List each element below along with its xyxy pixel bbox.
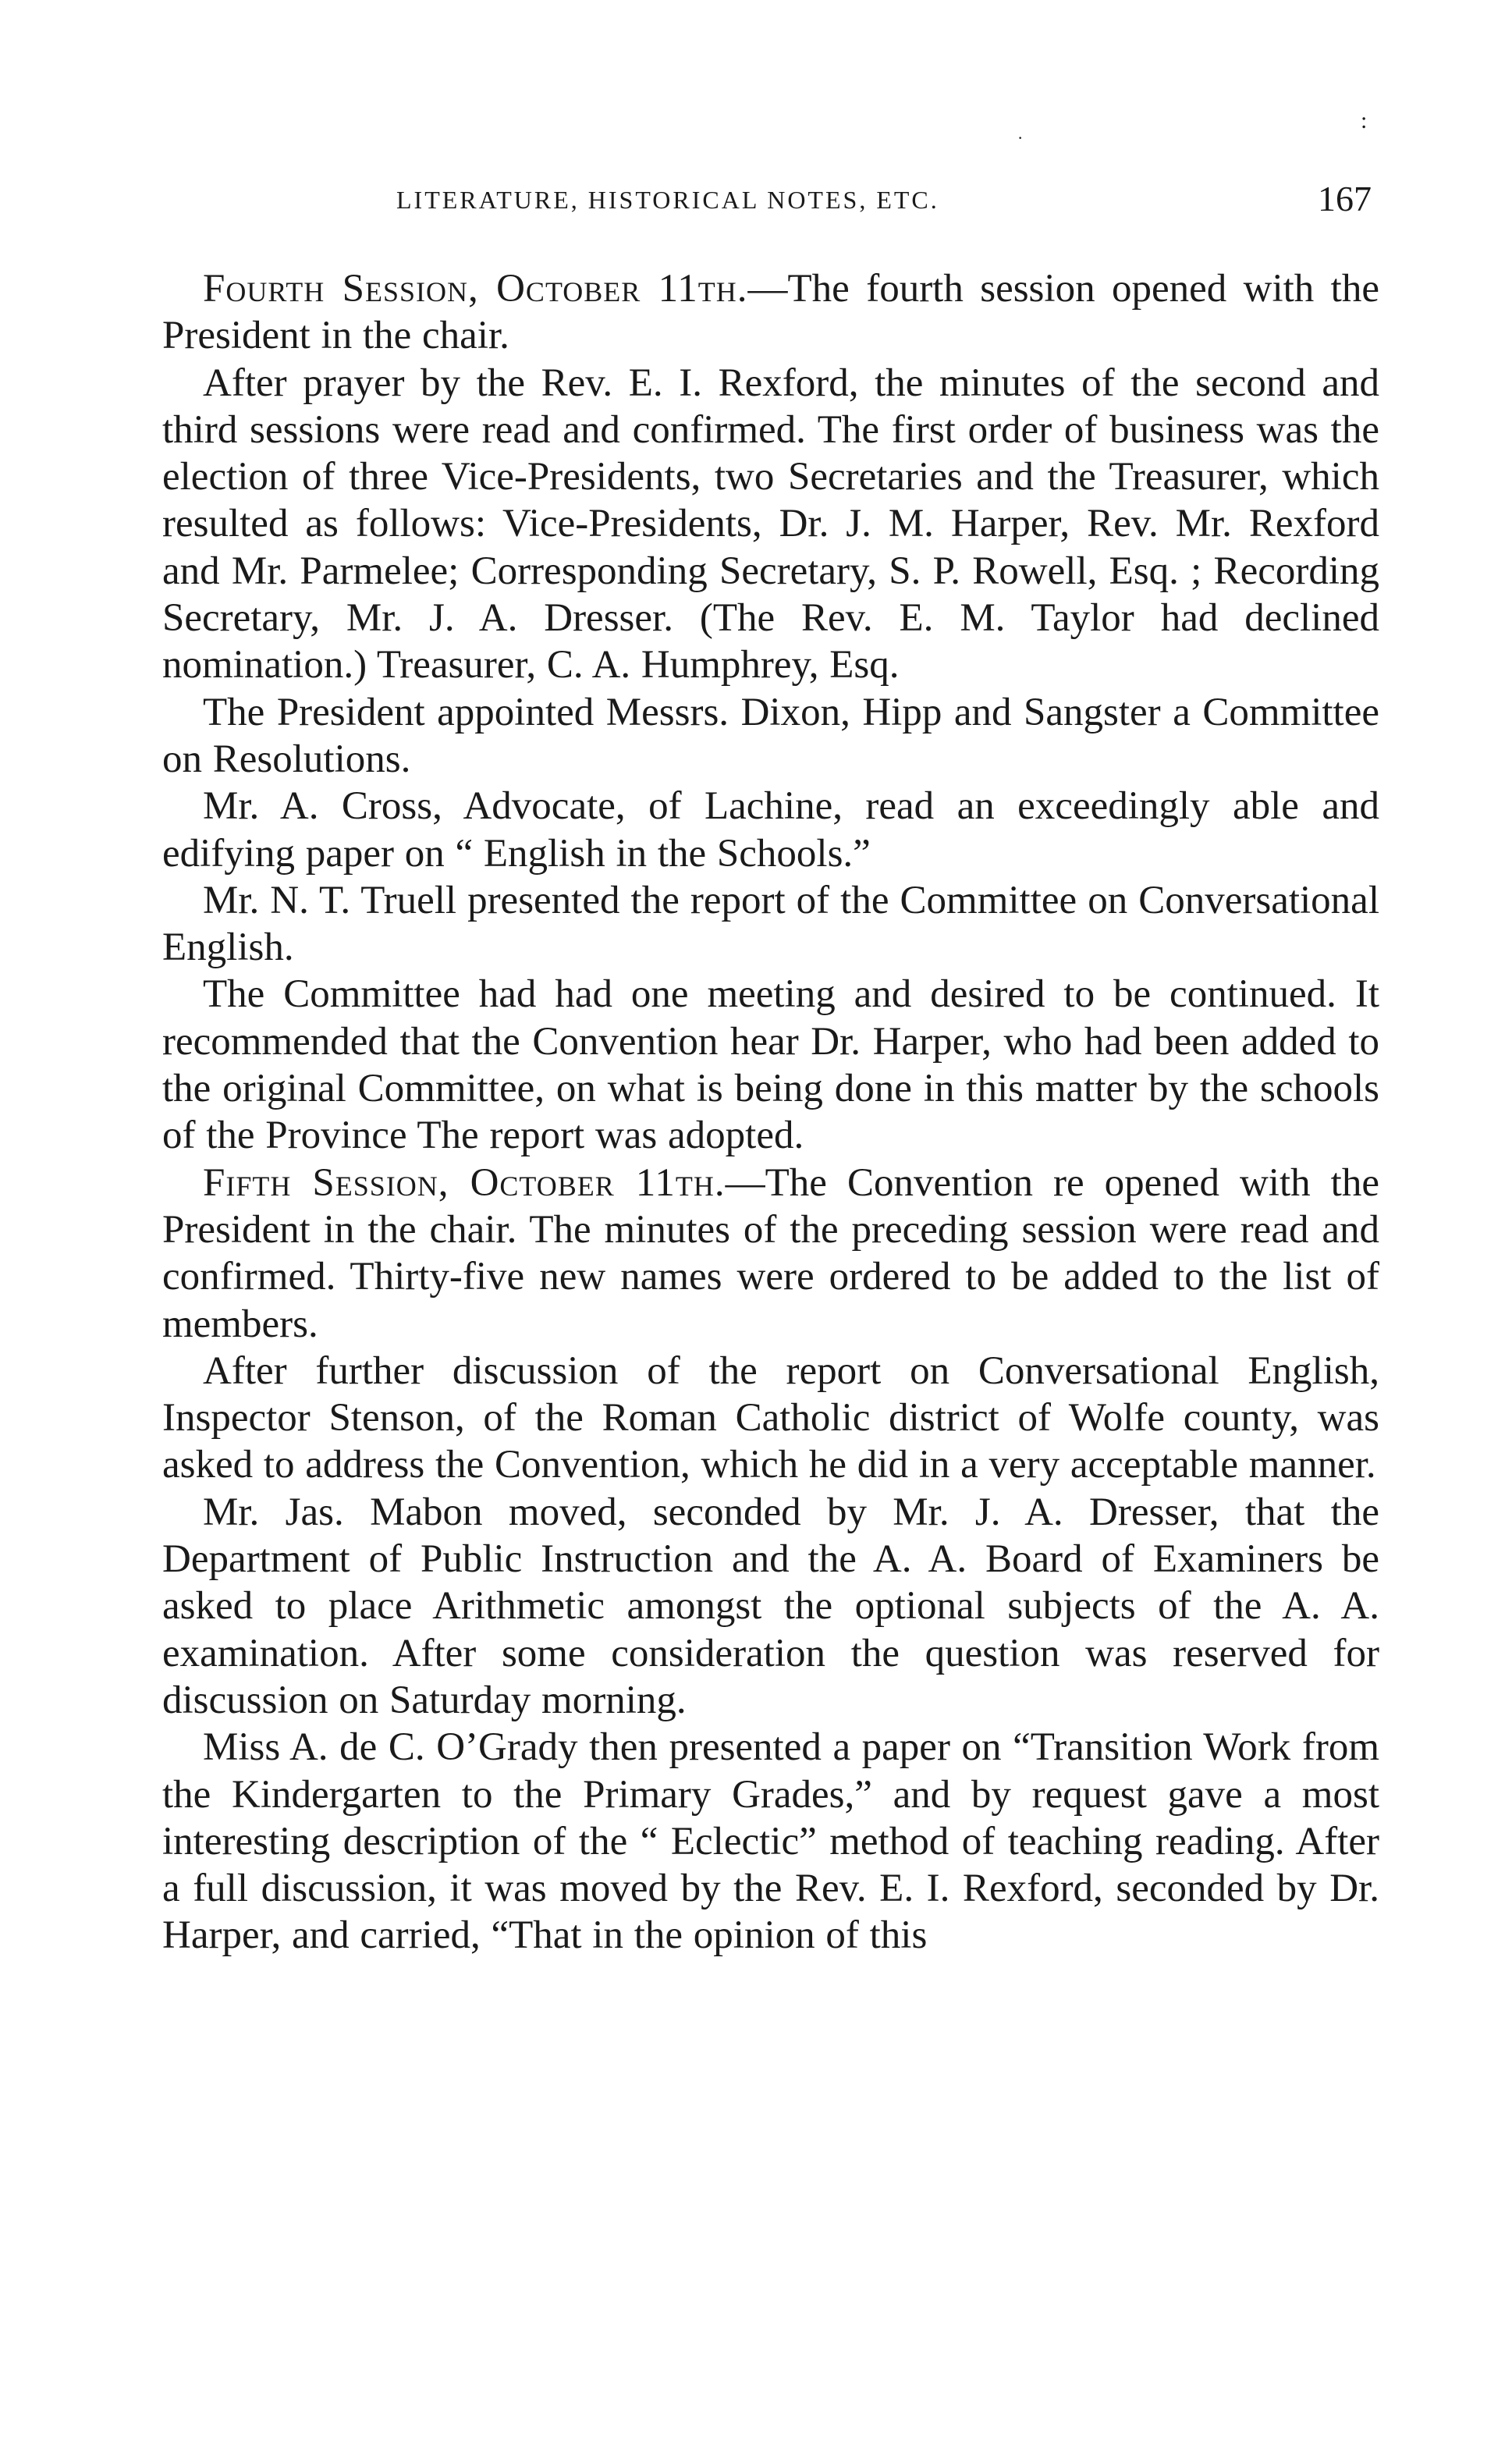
- page-number: 167: [1318, 179, 1372, 218]
- paragraph: [162, 1489, 1379, 1724]
- paragraph: [162, 1724, 1379, 1959]
- session-heading: Fifth Session, October 11th.: [203, 1160, 726, 1205]
- paragraph-text: The Committee had had one meeting and desired to be continued. It recommended that the Convention hear Dr. Harper, who had been added to the original Committee, on what is being done in this matter by the schools of the Province The report was adopted.: [162, 972, 1379, 1158]
- running-head: LITERATURE, HISTORICAL NOTES, ETC.: [396, 186, 939, 214]
- paragraph-text: Miss A. de C. O’Grady then presented a paper on “Transition Work from the Kindergarten to the Primary Grades,” and by request gave a most interesting description of the “ Eclectic” method of teaching reading. After a full discussion, it was moved by the Rev. E. I. Rexford, seconded by Dr. Harper, and carried, “That in the opinion of this: [162, 1725, 1379, 1958]
- paragraph-text: —The fourth session opened with the President in the chair.: [162, 267, 1379, 358]
- paragraph-text: Mr. Jas. Mabon moved, seconded by Mr. J. A. Dresser, that the Department of Public Instruction and the A. A. Board of Examiners be asked to place Arithmetic amongst the optional subjects of the A. A. examination. After some consideration the question was reserved for discussion on Saturday morning.: [162, 1490, 1379, 1722]
- session-heading: Fourth Session, October 11th.: [203, 267, 748, 311]
- paragraph: [162, 360, 1379, 689]
- paragraph: [162, 1160, 1379, 1348]
- corner-mark: :: [1361, 108, 1368, 133]
- paragraph: [162, 689, 1379, 783]
- paragraph: [162, 783, 1379, 877]
- paragraph-text: —The Convention re opened with the President in the chair. The minutes of the preceding session were read and confirmed. Thirty-five new names were ordered to be added to the list of members.: [162, 1160, 1379, 1346]
- paragraph: [162, 877, 1379, 972]
- paragraph-text: The President appointed Messrs. Dixon, Hipp and Sangster a Committee on Resolutions.: [162, 690, 1379, 781]
- page-header: [162, 178, 1379, 225]
- paragraph-text: After prayer by the Rev. E. I. Rexford, the minutes of the second and third sessions were read and confirmed. The first order of business was the election of three Vice-Presidents, two Secretaries and the Treasurer, which resulted as follows: Vice-Presidents, Dr. J. M. Harper, Rev. Mr. Rexford and Mr. Parmelee; Corresponding Secretary, S. P. Rowell, Esq. ; Recording Secretary, Mr. J. A. Dresser. (The Rev. E. M. Taylor had declined nomination.) Treasurer, C. A. Humphrey, Esq.: [162, 361, 1379, 687]
- paragraph: [162, 971, 1379, 1159]
- paragraph-text: Mr. N. T. Truell presented the report of the Committee on Conversational English.: [162, 878, 1379, 970]
- margin-dot: ·: [1017, 128, 1024, 147]
- paragraph-text: After further discussion of the report on Conversational English, Inspector Stenson, of the Roman Catholic district of Wolfe county, was asked to address the Convention, which he did in a very acceptable manner.: [162, 1348, 1379, 1487]
- paragraph: [162, 1348, 1379, 1489]
- paragraph: [162, 265, 1379, 360]
- paragraph-text: Mr. A. Cross, Advocate, of Lachine, read an exceedingly able and edifying paper on “ English in the Schools.”: [162, 784, 1379, 876]
- body-text: [162, 265, 1379, 1959]
